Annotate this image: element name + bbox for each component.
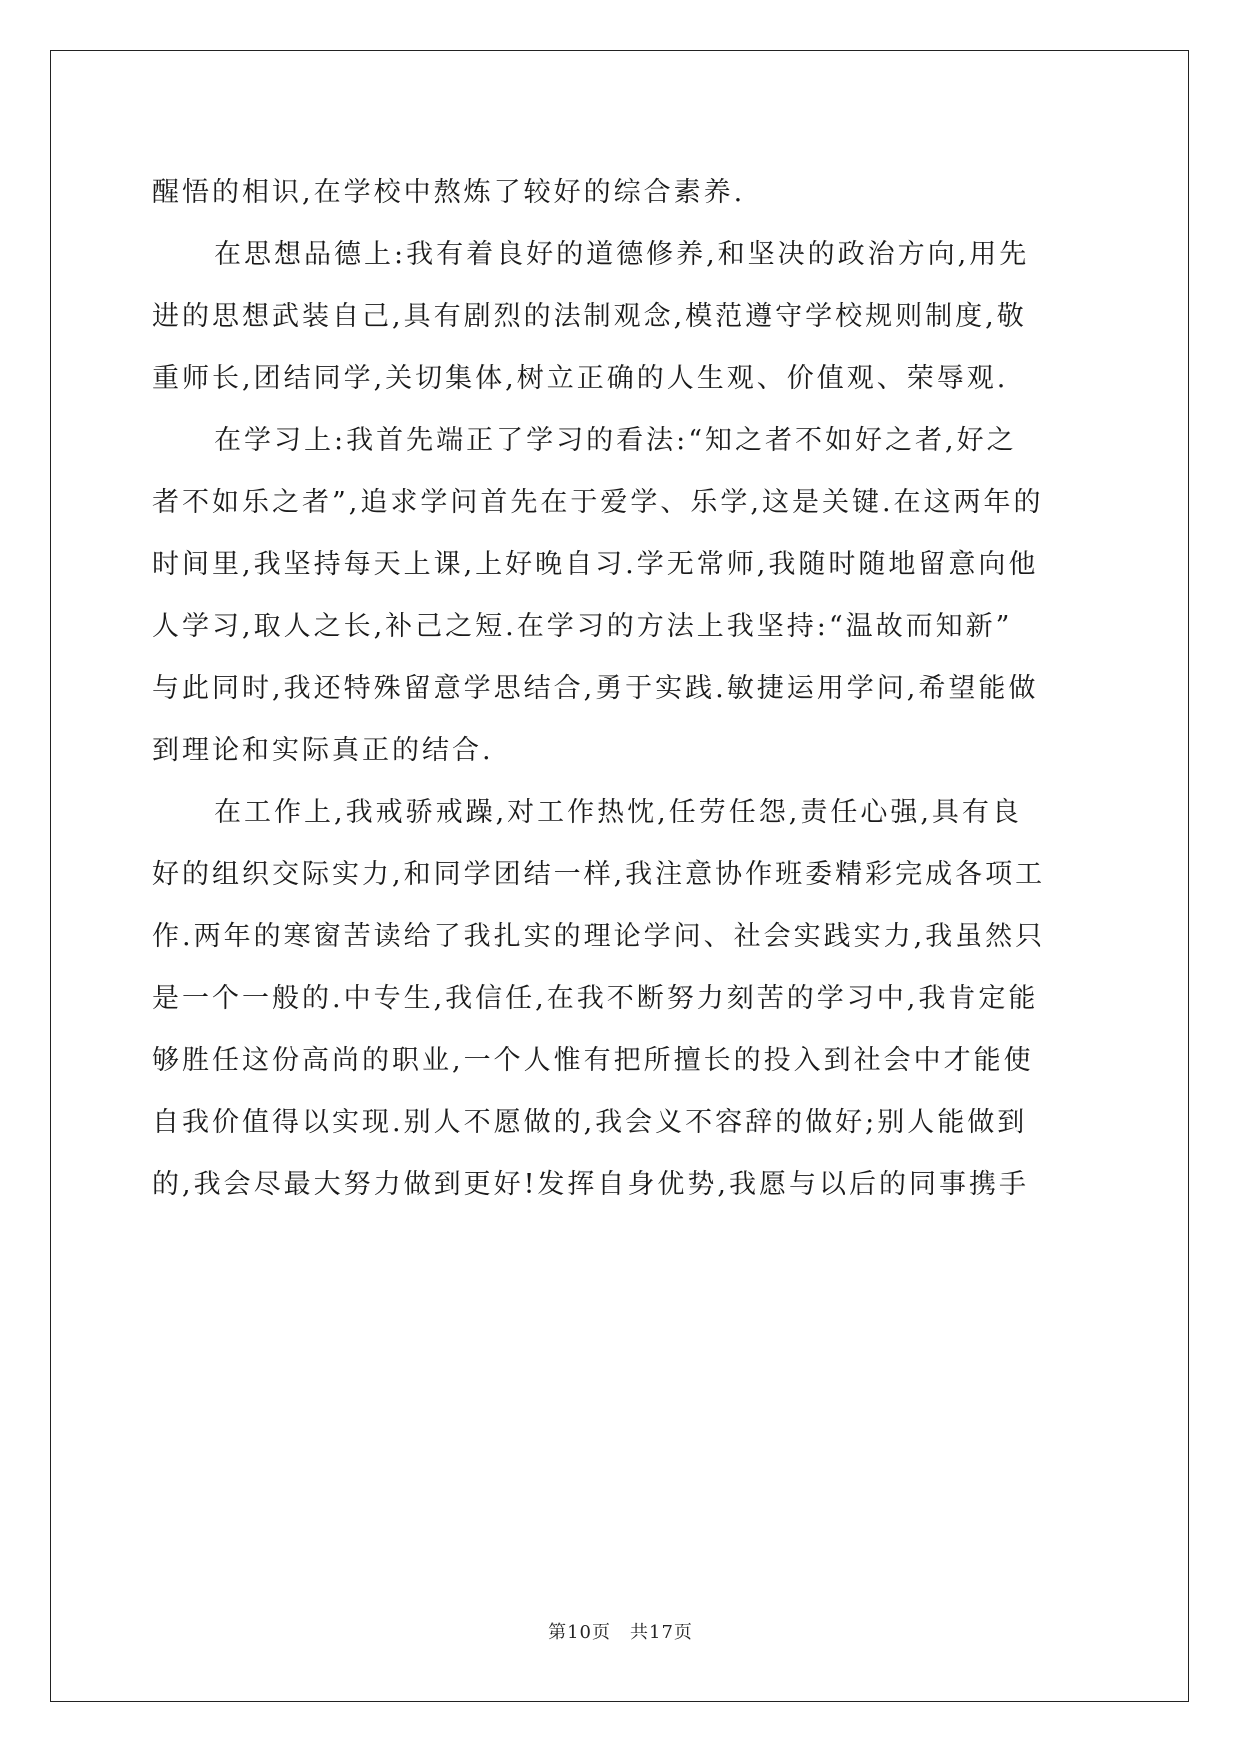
- text-line: 自我价值得以实现.别人不愿做的,我会义不容辞的做好;别人能做到: [152, 1107, 1028, 1138]
- text-line: 是一个一般的.中专生,我信任,在我不断努力刻苦的学习中,我肯定能: [152, 983, 1039, 1014]
- document-body: [152, 162, 1090, 1216]
- text-line: 与此同时,我还特殊留意学思结合,勇于实践.敏捷运用学问,希望能做: [152, 673, 1039, 704]
- text-line: 醒悟的相识,在学校中熬炼了较好的综合素养.: [152, 177, 746, 208]
- text-line: 在工作上,我戒骄戒躁,对工作热忱,任劳任怨,责任心强,具有良: [214, 797, 1022, 828]
- text-line: 进的思想武装自己,具有剧烈的法制观念,模范遵守学校规则制度,敬: [152, 301, 1027, 332]
- text-line: 到理论和实际真正的结合.: [152, 735, 494, 766]
- text-line: 作.两年的寒窗苦读给了我扎实的理论学问、社会实践实力,我虽然只: [152, 921, 1046, 952]
- text-line: 够胜任这份高尚的职业,一个人惟有把所擅长的投入到社会中才能使: [152, 1045, 1034, 1076]
- text-line: 好的组织交际实力,和同学团结一样,我注意协作班委精彩完成各项工: [152, 859, 1046, 890]
- text-line: 者不如乐之者”,追求学问首先在于爱学、乐学,这是关键.在这两年的: [152, 487, 1044, 518]
- text-line: 的,我会尽最大努力做到更好!发挥自身优势,我愿与以后的同事携手: [152, 1169, 1030, 1200]
- text-line: 时间里,我坚持每天上课,上好晚自习.学无常师,我随时随地留意向他: [152, 549, 1039, 580]
- text-line: 在学习上:我首先端正了学习的看法:“知之者不如好之者,好之: [214, 425, 1017, 456]
- text-line: 重师长,团结同学,关切集体,树立正确的人生观、价值观、荣辱观.: [152, 363, 1009, 394]
- text-line: 在思想品德上:我有着良好的道德修养,和坚决的政治方向,用先: [214, 239, 1030, 270]
- page-number-footer: 第10页 共17页: [548, 1622, 693, 1643]
- text-line: 人学习,取人之长,补己之短.在学习的方法上我坚持:“温故而知新”: [152, 611, 1013, 642]
